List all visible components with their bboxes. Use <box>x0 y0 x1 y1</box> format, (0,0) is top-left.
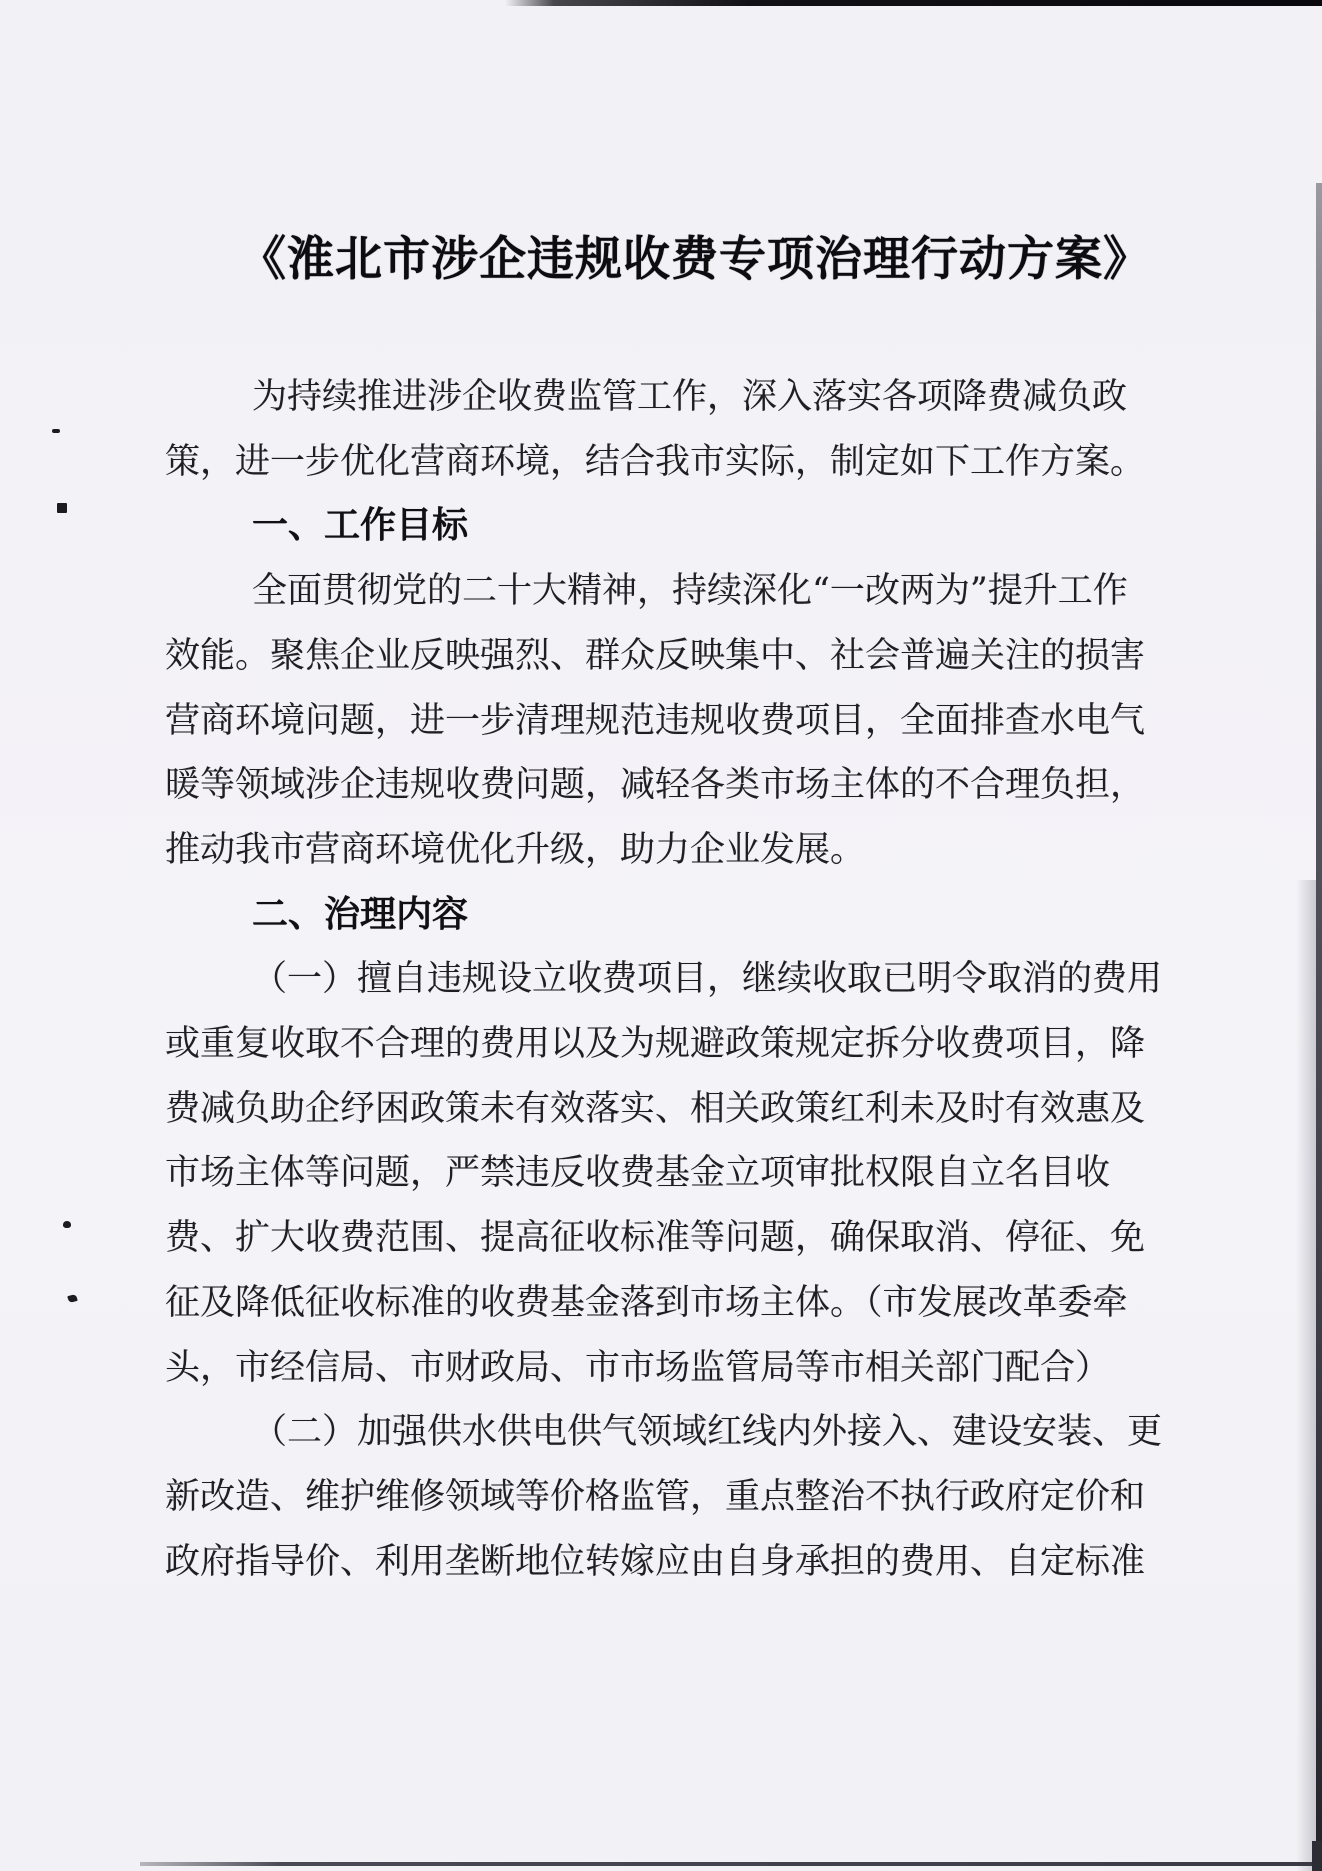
document-line: （二）加强供水供电供气领域红线内外接入、建设安装、更 <box>252 1412 1163 1452</box>
document-line: 费、扩大收费范围、提高征收标准等问题，确保取消、停征、免 <box>165 1218 1146 1258</box>
document-line: 费减负助企纾困政策未有效落实、相关政策红利未及时有效惠及 <box>165 1089 1146 1129</box>
document-line: 推动我市营商环境优化升级，助力企业发展。 <box>165 830 866 870</box>
document-line: 头，市经信局、市财政局、市市场监管局等市相关部门配合） <box>165 1348 1111 1388</box>
ink-speck <box>52 429 60 433</box>
document-line: 策，进一步优化营商环境，结合我市实际，制定如下工作方案。 <box>165 442 1146 482</box>
document-line: 或重复收取不合理的费用以及为规避政策规定拆分收费项目，降 <box>165 1024 1146 1064</box>
scan-edge-bottom <box>140 1862 1322 1866</box>
document-line: 为持续推进涉企收费监管工作，深入落实各项降费减负政 <box>252 377 1128 417</box>
document-line: 暖等领域涉企违规收费问题，减轻各类市场主体的不合理负担， <box>165 765 1146 805</box>
scan-edge-top <box>505 0 1322 6</box>
document-line: 新改造、维护维修领域等价格监管，重点整治不执行政府定价和 <box>165 1477 1146 1517</box>
document-line: 营商环境问题，进一步清理规范违规收费项目，全面排查水电气 <box>165 701 1146 741</box>
section-heading: 二、治理内容 <box>252 894 469 935</box>
ink-speck <box>63 1221 71 1228</box>
scan-edge-right <box>1316 183 1322 1871</box>
ink-speck <box>57 503 67 513</box>
ink-speck <box>67 1294 78 1303</box>
scan-edge-corner <box>1312 1841 1322 1871</box>
scan-shadow-right <box>1296 880 1316 1871</box>
document-line: 征及降低征收标准的收费基金落到市场主体。（市发展改革委牵 <box>165 1283 1128 1323</box>
document-line: 市场主体等问题，严禁违反收费基金立项审批权限自立名目收 <box>165 1153 1111 1193</box>
document-line: 政府指导价、利用垄断地位转嫁应由自身承担的费用、自定标准 <box>165 1542 1146 1582</box>
document-title: 《淮北市涉企违规收费专项治理行动方案》 <box>239 232 1151 287</box>
document-line: 效能。聚焦企业反映强烈、群众反映集中、社会普遍关注的损害 <box>165 636 1146 676</box>
document-line: 全面贯彻党的二十大精神，持续深化“一改两为”提升工作 <box>252 571 1128 611</box>
section-heading: 一、工作目标 <box>252 505 469 546</box>
document-line: （一）擅自违规设立收费项目，继续收取已明令取消的费用 <box>252 959 1163 999</box>
